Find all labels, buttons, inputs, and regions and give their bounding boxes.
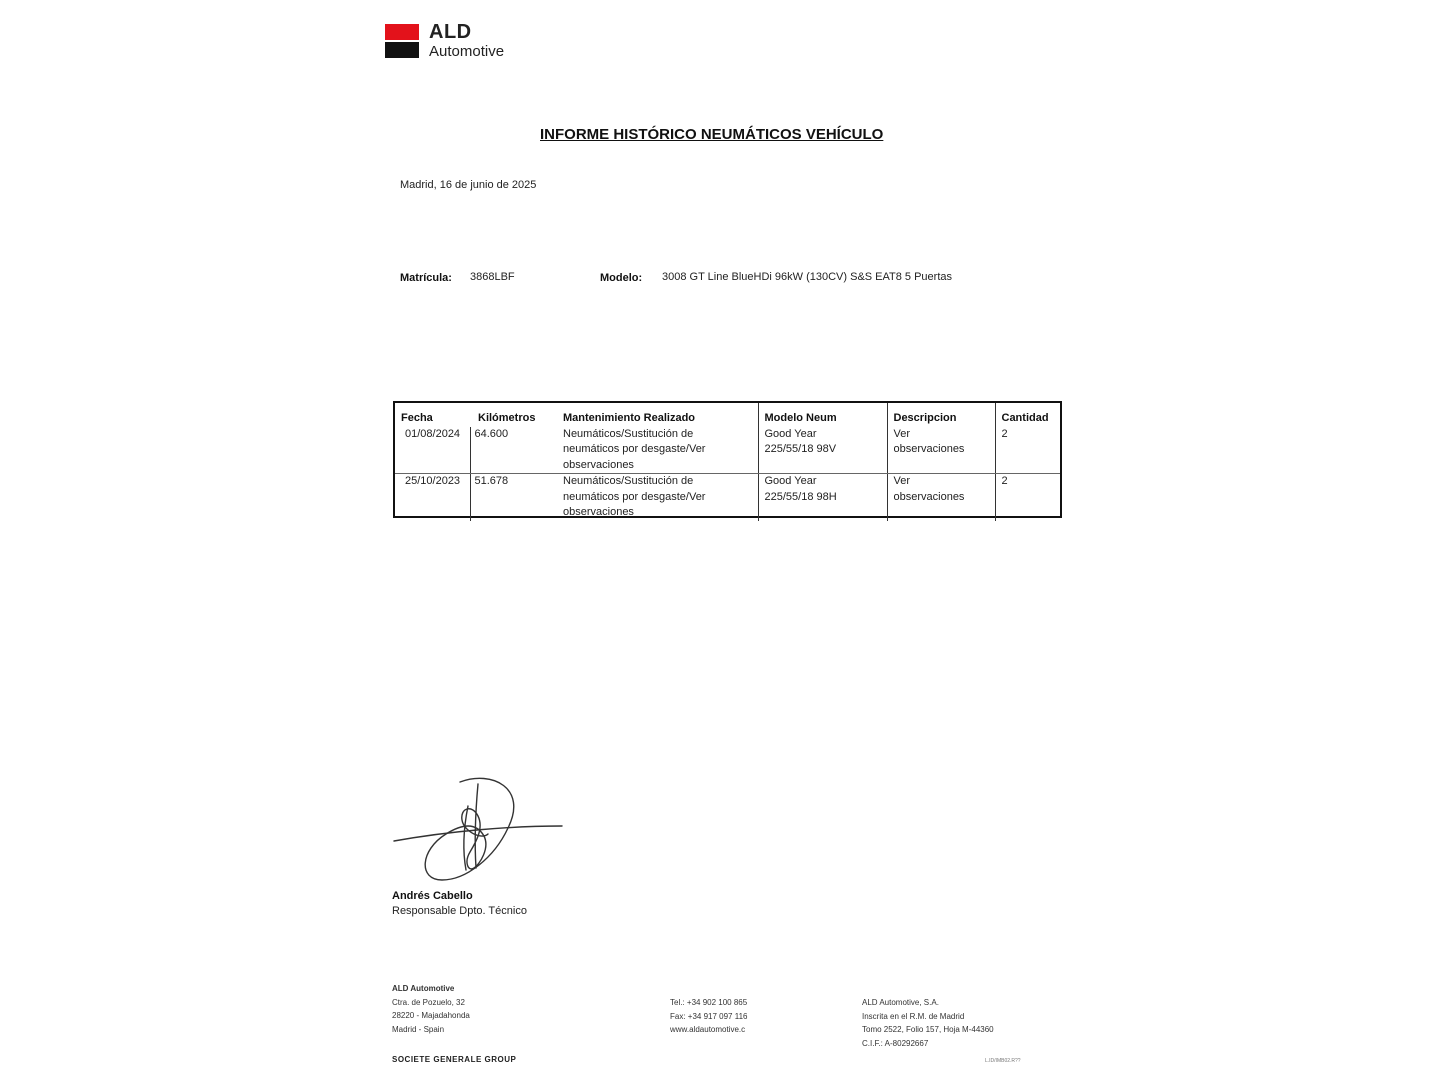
logo-red-block (385, 24, 419, 40)
footer-web: www.aldautomotive.c (670, 1025, 746, 1034)
footer-legal-line: Tomo 2522, Folio 157, Hoja M-44360 (862, 1025, 994, 1034)
footer-legal-line: Inscrita en el R.M. de Madrid (862, 1011, 965, 1021)
cell-mant-line: neumáticos por desgaste/Ver (563, 490, 706, 503)
header-mantenimiento: Mantenimiento Realizado (563, 412, 696, 424)
model-value: 3008 GT Line BlueHDi 96kW (130CV) S&S EAT8 5 Puertas (662, 271, 953, 283)
cell-mant-line: Neumáticos/Sustitución de (563, 427, 694, 440)
signature-image (390, 776, 570, 886)
footer-legal-line: C.I.F.: A-80292667 (862, 1038, 929, 1048)
footer-fax: Fax: +34 917 097 116 (670, 1011, 748, 1021)
logo-black-block (385, 42, 419, 58)
cell-desc-line: observaciones (893, 490, 965, 503)
cell-mant-line: observaciones (563, 458, 634, 471)
cell-descripcion (887, 474, 995, 521)
footer-contact-block (670, 996, 747, 1037)
cell-modelo-brand: Good Year (764, 427, 817, 440)
signer-role: Responsable Dpto. Técnico (392, 905, 527, 917)
cell-modelo-size: 225/55/18 98V (764, 443, 837, 455)
cell-fecha: 01/08/2024 (395, 427, 470, 474)
brand-subtitle: Automotive (429, 43, 505, 60)
document-date: Madrid, 16 de junio de 2025 (400, 179, 537, 191)
table-header-row (395, 403, 1060, 427)
footer-legal-block (862, 996, 994, 1050)
brand-name: ALD (429, 21, 472, 43)
header-descripcion: Descripcion (887, 403, 995, 427)
cell-km: 64.600 (470, 427, 557, 474)
header-modelo-neum: Modelo Neum (758, 403, 887, 427)
cell-desc-line: observaciones (893, 443, 965, 455)
model-label: Modelo: (600, 272, 643, 284)
cell-mant-line: neumáticos por desgaste/Ver (563, 443, 706, 455)
footer-company-name: ALD Automotive (392, 984, 455, 993)
footer-address-line: Ctra. de Pozuelo, 32 (392, 997, 465, 1007)
table-row (395, 427, 1060, 474)
cell-desc-line: Ver (893, 427, 911, 440)
plate-label: Matrícula: (400, 272, 452, 284)
header-cantidad: Cantidad (995, 403, 1060, 427)
cell-mantenimiento (557, 474, 758, 521)
footer-group-name: SOCIETE GENERALE GROUP (392, 1055, 517, 1064)
footer-address-line: Madrid - Spain (392, 1024, 445, 1034)
table-row (395, 474, 1060, 521)
cell-km: 51.678 (470, 474, 557, 521)
header-kilometros: Kilómetros (478, 412, 536, 424)
footer-legal-line: ALD Automotive, S.A. (862, 998, 939, 1007)
cell-mant-line: Neumáticos/Sustitución de (563, 475, 694, 487)
cell-cantidad: 2 (995, 474, 1060, 521)
footer-tel: Tel.: +34 902 100 865 (670, 998, 748, 1007)
cell-mantenimiento (557, 427, 758, 474)
footer-reference-code: L.ID/IMB02.R?? (985, 1058, 1021, 1064)
cell-descripcion (887, 427, 995, 474)
plate-value: 3868LBF (470, 271, 515, 283)
cell-cantidad: 2 (995, 427, 1060, 474)
cell-mant-line: observaciones (563, 506, 634, 518)
footer-company-block (392, 982, 470, 1036)
cell-desc-line: Ver (893, 475, 911, 487)
cell-modelo (758, 474, 887, 521)
header-fecha: Fecha (401, 412, 433, 424)
footer-address-line: 28220 - Majadahonda (392, 1011, 470, 1020)
tire-history-table (393, 401, 1062, 518)
cell-modelo-size: 225/55/18 98H (764, 490, 837, 503)
cell-modelo-brand: Good Year (764, 475, 817, 487)
cell-fecha: 25/10/2023 (405, 475, 461, 487)
brand-logo-mark (385, 24, 419, 58)
document-title: INFORME HISTÓRICO NEUMÁTICOS VEHÍCULO (540, 126, 884, 143)
cell-modelo (758, 427, 887, 474)
signer-name: Andrés Cabello (392, 890, 473, 902)
